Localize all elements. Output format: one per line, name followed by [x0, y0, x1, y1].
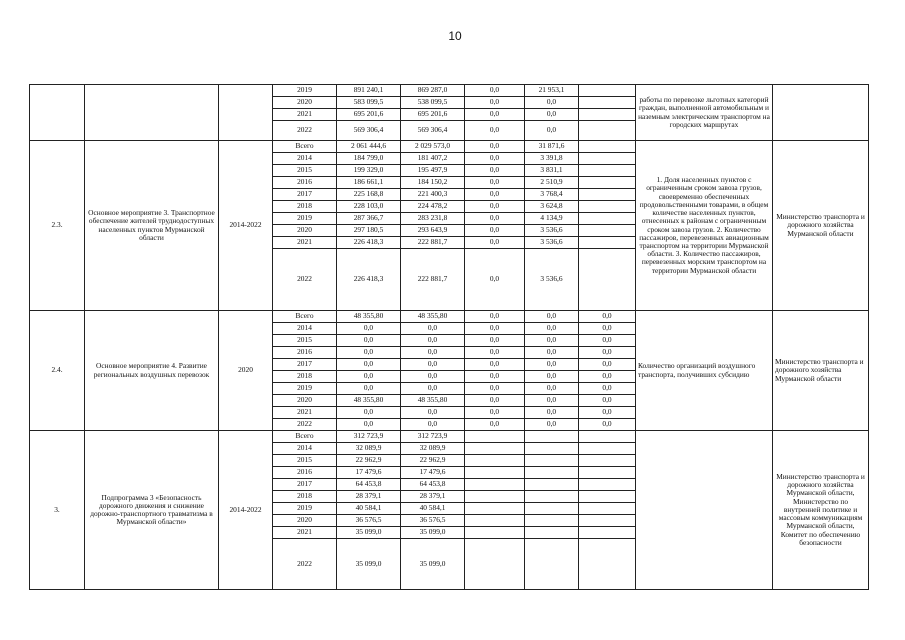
indicator-text: Количество организаций воздушного транспорта, получивших субсидию [636, 311, 773, 431]
year-cell: 2020 [273, 515, 337, 527]
year-cell: 2014 [273, 153, 337, 165]
federal-budget-cell: 0,0 [465, 419, 525, 431]
regional-budget-cell: 869 287,0 [401, 85, 465, 97]
local-budget-cell: 0,0 [525, 419, 579, 431]
local-budget-cell [525, 539, 579, 590]
local-budget-cell: 3 831,1 [525, 165, 579, 177]
other-sources-cell: 0,0 [579, 335, 636, 347]
year-cell: Всего [273, 431, 337, 443]
total-cell: 22 962,9 [337, 455, 401, 467]
year-cell: 2015 [273, 335, 337, 347]
federal-budget-cell: 0,0 [465, 395, 525, 407]
federal-budget-cell: 0,0 [465, 335, 525, 347]
total-cell: 36 576,5 [337, 515, 401, 527]
local-budget-cell: 0,0 [525, 335, 579, 347]
period [219, 85, 273, 141]
other-sources-cell [579, 225, 636, 237]
federal-budget-cell: 0,0 [465, 165, 525, 177]
total-cell: 891 240,1 [337, 85, 401, 97]
local-budget-cell: 0,0 [525, 323, 579, 335]
federal-budget-cell: 0,0 [465, 201, 525, 213]
local-budget-cell [525, 515, 579, 527]
executor-text: Министерство транспорта и дорожного хозяйства Мурманской области [773, 311, 869, 431]
total-cell: 0,0 [337, 347, 401, 359]
regional-budget-cell: 0,0 [401, 359, 465, 371]
other-sources-cell [579, 491, 636, 503]
regional-budget-cell: 28 379,1 [401, 491, 465, 503]
federal-budget-cell [465, 479, 525, 491]
local-budget-cell [525, 479, 579, 491]
other-sources-cell [579, 153, 636, 165]
regional-budget-cell: 184 150,2 [401, 177, 465, 189]
row-number: 3. [30, 431, 85, 590]
total-cell: 226 418,3 [337, 249, 401, 311]
federal-budget-cell: 0,0 [465, 237, 525, 249]
indicator-text: работы по перевозке льготных категорий граждан, выполненной автомобильным и наземным электрическим транспортом на городских маршрутах [636, 85, 773, 141]
regional-budget-cell: 0,0 [401, 335, 465, 347]
year-cell: 2021 [273, 527, 337, 539]
regional-budget-cell: 0,0 [401, 419, 465, 431]
total-cell: 225 168,8 [337, 189, 401, 201]
federal-budget-cell [465, 491, 525, 503]
other-sources-cell [579, 109, 636, 121]
total-cell: 0,0 [337, 335, 401, 347]
local-budget-cell: 3 536,6 [525, 225, 579, 237]
year-cell: 2019 [273, 383, 337, 395]
other-sources-cell [579, 503, 636, 515]
federal-budget-cell [465, 527, 525, 539]
year-cell: 2014 [273, 323, 337, 335]
period: 2020 [219, 311, 273, 431]
total-cell: 48 355,80 [337, 395, 401, 407]
total-cell: 0,0 [337, 407, 401, 419]
year-cell: 2015 [273, 455, 337, 467]
total-cell: 312 723,9 [337, 431, 401, 443]
total-cell: 297 180,5 [337, 225, 401, 237]
total-cell: 287 366,7 [337, 213, 401, 225]
federal-budget-cell [465, 539, 525, 590]
measure-name: Подпрограмма 3 «Безопасность дорожного движения и снижение дорожно-транспортного травматизма в Мурманской области» [85, 431, 219, 590]
local-budget-cell: 4 134,9 [525, 213, 579, 225]
total-cell: 28 379,1 [337, 491, 401, 503]
other-sources-cell: 0,0 [579, 371, 636, 383]
year-cell: 2018 [273, 201, 337, 213]
other-sources-cell [579, 213, 636, 225]
regional-budget-cell: 0,0 [401, 347, 465, 359]
local-budget-cell [525, 455, 579, 467]
regional-budget-cell: 17 479,6 [401, 467, 465, 479]
year-cell: 2020 [273, 395, 337, 407]
other-sources-cell [579, 121, 636, 141]
year-cell: 2021 [273, 407, 337, 419]
table-body [30, 85, 869, 590]
program-table [29, 84, 869, 590]
other-sources-cell [579, 455, 636, 467]
local-budget-cell: 3 624,8 [525, 201, 579, 213]
other-sources-cell [579, 189, 636, 201]
other-sources-cell [579, 177, 636, 189]
regional-budget-cell: 48 355,80 [401, 395, 465, 407]
federal-budget-cell: 0,0 [465, 359, 525, 371]
table-row [30, 141, 869, 153]
regional-budget-cell: 695 201,6 [401, 109, 465, 121]
year-cell: 2017 [273, 479, 337, 491]
federal-budget-cell: 0,0 [465, 153, 525, 165]
total-cell: 226 418,3 [337, 237, 401, 249]
regional-budget-cell: 293 643,9 [401, 225, 465, 237]
federal-budget-cell: 0,0 [465, 225, 525, 237]
row-number [30, 85, 85, 141]
total-cell: 199 329,0 [337, 165, 401, 177]
year-cell: 2022 [273, 121, 337, 141]
total-cell: 0,0 [337, 383, 401, 395]
local-budget-cell: 0,0 [525, 383, 579, 395]
local-budget-cell: 0,0 [525, 311, 579, 323]
other-sources-cell [579, 97, 636, 109]
executor-text: Министерство транспорта и дорожного хозяйства Мурманской области, Министерство по внутренней политике и массовым коммуникациям Мурманской области, Комитет по обеспечению безопасности [773, 431, 869, 590]
local-budget-cell: 0,0 [525, 371, 579, 383]
other-sources-cell: 0,0 [579, 347, 636, 359]
regional-budget-cell: 224 478,2 [401, 201, 465, 213]
federal-budget-cell: 0,0 [465, 249, 525, 311]
total-cell: 2 061 444,6 [337, 141, 401, 153]
year-cell: 2017 [273, 189, 337, 201]
year-cell: 2017 [273, 359, 337, 371]
period: 2014-2022 [219, 431, 273, 590]
regional-budget-cell: 32 089,9 [401, 443, 465, 455]
federal-budget-cell [465, 443, 525, 455]
regional-budget-cell: 222 881,7 [401, 249, 465, 311]
table-row [30, 85, 869, 97]
regional-budget-cell: 221 400,3 [401, 189, 465, 201]
year-cell: 2022 [273, 419, 337, 431]
regional-budget-cell: 48 355,80 [401, 311, 465, 323]
other-sources-cell: 0,0 [579, 323, 636, 335]
regional-budget-cell: 538 099,5 [401, 97, 465, 109]
other-sources-cell [579, 467, 636, 479]
total-cell: 228 103,0 [337, 201, 401, 213]
local-budget-cell [525, 491, 579, 503]
measure-name: Основное мероприятие 4. Развитие региональных воздушных перевозок [85, 311, 219, 431]
other-sources-cell [579, 527, 636, 539]
year-cell: 2019 [273, 85, 337, 97]
row-number: 2.4. [30, 311, 85, 431]
federal-budget-cell: 0,0 [465, 383, 525, 395]
other-sources-cell [579, 141, 636, 153]
regional-budget-cell: 222 881,7 [401, 237, 465, 249]
year-cell: 2016 [273, 177, 337, 189]
total-cell: 0,0 [337, 371, 401, 383]
total-cell: 0,0 [337, 359, 401, 371]
federal-budget-cell: 0,0 [465, 189, 525, 201]
local-budget-cell [525, 467, 579, 479]
other-sources-cell [579, 443, 636, 455]
local-budget-cell: 3 768,4 [525, 189, 579, 201]
year-cell: 2020 [273, 97, 337, 109]
local-budget-cell: 0,0 [525, 395, 579, 407]
other-sources-cell [579, 431, 636, 443]
federal-budget-cell: 0,0 [465, 177, 525, 189]
local-budget-cell [525, 443, 579, 455]
regional-budget-cell: 0,0 [401, 371, 465, 383]
local-budget-cell: 3 391,8 [525, 153, 579, 165]
local-budget-cell: 2 510,9 [525, 177, 579, 189]
regional-budget-cell: 22 962,9 [401, 455, 465, 467]
other-sources-cell [579, 249, 636, 311]
regional-budget-cell: 35 099,0 [401, 539, 465, 590]
local-budget-cell: 21 953,1 [525, 85, 579, 97]
local-budget-cell: 0,0 [525, 347, 579, 359]
other-sources-cell: 0,0 [579, 359, 636, 371]
page-number: 10 [448, 29, 462, 43]
local-budget-cell [525, 503, 579, 515]
year-cell: 2022 [273, 539, 337, 590]
year-cell: 2021 [273, 109, 337, 121]
total-cell: 184 799,0 [337, 153, 401, 165]
regional-budget-cell: 2 029 573,0 [401, 141, 465, 153]
total-cell: 64 453,8 [337, 479, 401, 491]
total-cell: 0,0 [337, 323, 401, 335]
federal-budget-cell: 0,0 [465, 141, 525, 153]
year-cell: Всего [273, 311, 337, 323]
regional-budget-cell: 283 231,8 [401, 213, 465, 225]
other-sources-cell [579, 85, 636, 97]
federal-budget-cell: 0,0 [465, 407, 525, 419]
regional-budget-cell: 64 453,8 [401, 479, 465, 491]
local-budget-cell: 0,0 [525, 121, 579, 141]
regional-budget-cell: 312 723,9 [401, 431, 465, 443]
other-sources-cell [579, 479, 636, 491]
local-budget-cell: 0,0 [525, 109, 579, 121]
other-sources-cell [579, 237, 636, 249]
year-cell: 2015 [273, 165, 337, 177]
row-number: 2.3. [30, 141, 85, 311]
measure-name: Основное мероприятие 3. Транспортное обеспечение жителей труднодоступных населенных пунктов Мурманской области [85, 141, 219, 311]
total-cell: 0,0 [337, 419, 401, 431]
table-row [30, 431, 869, 443]
regional-budget-cell: 36 576,5 [401, 515, 465, 527]
local-budget-cell [525, 527, 579, 539]
executor-text [773, 85, 869, 141]
executor-text: Министерство транспорта и дорожного хозяйства Мурманской области [773, 141, 869, 311]
federal-budget-cell [465, 431, 525, 443]
regional-budget-cell: 181 407,2 [401, 153, 465, 165]
year-cell: 2016 [273, 347, 337, 359]
federal-budget-cell: 0,0 [465, 347, 525, 359]
local-budget-cell: 31 871,6 [525, 141, 579, 153]
year-cell: 2018 [273, 491, 337, 503]
total-cell: 32 089,9 [337, 443, 401, 455]
federal-budget-cell: 0,0 [465, 85, 525, 97]
table-row [30, 311, 869, 323]
indicator-text: 1. Доля населенных пунктов с ограниченным сроком завоза грузов, своевременно обеспеченных продовольственными товарами, в общем количестве населенных пунктов, отнесенных к районам с ограниченным сроком завоза грузов. 2. Количество пассажиров, перевезенных авиационным транспортом на территории Мурманской области. 3. Количество пассажиров, перевезенных морским транспортом на территории Мурманской области [636, 141, 773, 311]
regional-budget-cell: 40 584,1 [401, 503, 465, 515]
local-budget-cell [525, 431, 579, 443]
total-cell: 17 479,6 [337, 467, 401, 479]
other-sources-cell: 0,0 [579, 383, 636, 395]
regional-budget-cell: 0,0 [401, 407, 465, 419]
year-cell: Всего [273, 141, 337, 153]
federal-budget-cell: 0,0 [465, 213, 525, 225]
total-cell: 695 201,6 [337, 109, 401, 121]
federal-budget-cell: 0,0 [465, 323, 525, 335]
local-budget-cell: 0,0 [525, 97, 579, 109]
federal-budget-cell: 0,0 [465, 121, 525, 141]
local-budget-cell: 3 536,6 [525, 249, 579, 311]
year-cell: 2020 [273, 225, 337, 237]
year-cell: 2019 [273, 503, 337, 515]
total-cell: 583 099,5 [337, 97, 401, 109]
year-cell: 2018 [273, 371, 337, 383]
total-cell: 186 661,1 [337, 177, 401, 189]
regional-budget-cell: 569 306,4 [401, 121, 465, 141]
total-cell: 40 584,1 [337, 503, 401, 515]
federal-budget-cell: 0,0 [465, 311, 525, 323]
other-sources-cell: 0,0 [579, 407, 636, 419]
federal-budget-cell [465, 467, 525, 479]
local-budget-cell: 3 536,6 [525, 237, 579, 249]
federal-budget-cell [465, 455, 525, 467]
indicator-text [636, 431, 773, 590]
federal-budget-cell [465, 503, 525, 515]
other-sources-cell [579, 165, 636, 177]
regional-budget-cell: 0,0 [401, 383, 465, 395]
year-cell: 2014 [273, 443, 337, 455]
other-sources-cell [579, 515, 636, 527]
other-sources-cell [579, 539, 636, 590]
total-cell: 35 099,0 [337, 527, 401, 539]
regional-budget-cell: 0,0 [401, 323, 465, 335]
total-cell: 48 355,80 [337, 311, 401, 323]
other-sources-cell [579, 201, 636, 213]
total-cell: 35 099,0 [337, 539, 401, 590]
federal-budget-cell: 0,0 [465, 371, 525, 383]
year-cell: 2022 [273, 249, 337, 311]
year-cell: 2016 [273, 467, 337, 479]
year-cell: 2021 [273, 237, 337, 249]
local-budget-cell: 0,0 [525, 407, 579, 419]
other-sources-cell: 0,0 [579, 395, 636, 407]
federal-budget-cell: 0,0 [465, 109, 525, 121]
other-sources-cell: 0,0 [579, 311, 636, 323]
local-budget-cell: 0,0 [525, 359, 579, 371]
other-sources-cell: 0,0 [579, 419, 636, 431]
regional-budget-cell: 35 099,0 [401, 527, 465, 539]
measure-name [85, 85, 219, 141]
total-cell: 569 306,4 [337, 121, 401, 141]
year-cell: 2019 [273, 213, 337, 225]
regional-budget-cell: 195 497,9 [401, 165, 465, 177]
period: 2014-2022 [219, 141, 273, 311]
federal-budget-cell [465, 515, 525, 527]
federal-budget-cell: 0,0 [465, 97, 525, 109]
